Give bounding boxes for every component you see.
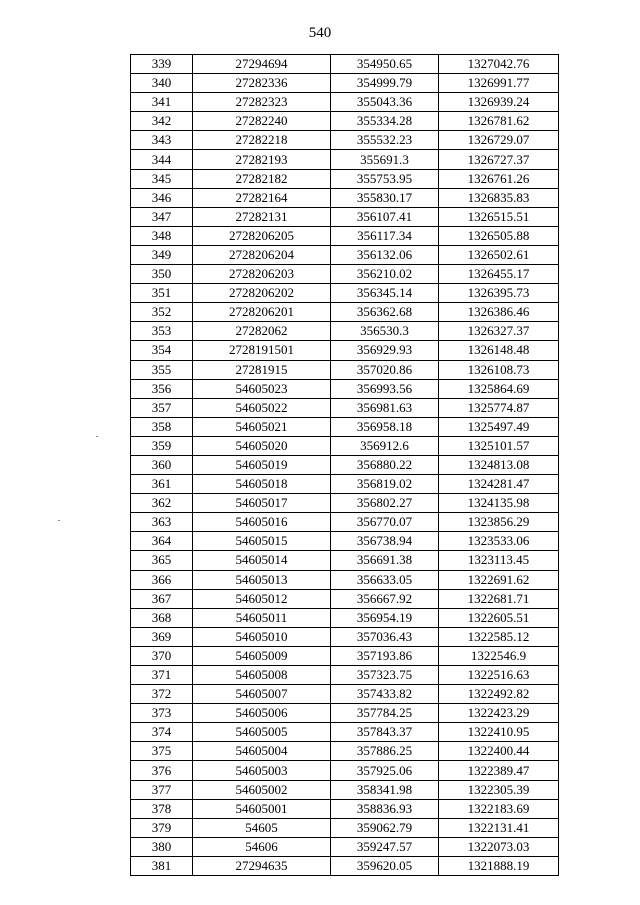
coordinate-y-cell: 1326515.51 <box>439 207 559 226</box>
table-row <box>131 265 559 284</box>
coordinate-y-cell: 1322389.47 <box>439 761 559 780</box>
point-id-cell: 54605021 <box>193 417 331 436</box>
point-number-cell: 343 <box>131 131 193 150</box>
coordinate-x-cell: 354950.65 <box>331 55 439 74</box>
point-number-cell: 373 <box>131 704 193 723</box>
coordinate-x-cell: 357925.06 <box>331 761 439 780</box>
point-id-cell: 54605006 <box>193 704 331 723</box>
table-row <box>131 475 559 494</box>
coordinate-y-cell: 1322400.44 <box>439 742 559 761</box>
coordinate-y-cell: 1326395.73 <box>439 284 559 303</box>
coordinate-y-cell: 1322410.95 <box>439 723 559 742</box>
table-row <box>131 704 559 723</box>
coordinate-x-cell: 359620.05 <box>331 856 439 875</box>
coordinate-y-cell: 1325101.57 <box>439 436 559 455</box>
table-row <box>131 150 559 169</box>
table-row <box>131 188 559 207</box>
coordinate-y-cell: 1323533.06 <box>439 532 559 551</box>
point-number-cell: 346 <box>131 188 193 207</box>
point-id-cell: 27282240 <box>193 112 331 131</box>
coordinate-y-cell: 1326939.24 <box>439 93 559 112</box>
point-number-cell: 378 <box>131 799 193 818</box>
table-row <box>131 532 559 551</box>
point-number-cell: 370 <box>131 646 193 665</box>
coordinate-y-cell: 1322305.39 <box>439 780 559 799</box>
point-id-cell: 27282131 <box>193 207 331 226</box>
table-row <box>131 379 559 398</box>
coordinate-y-cell: 1322516.63 <box>439 666 559 685</box>
point-id-cell: 2728191501 <box>193 341 331 360</box>
point-id-cell: 2728206203 <box>193 265 331 284</box>
point-number-cell: 347 <box>131 207 193 226</box>
coordinate-y-cell: 1324135.98 <box>439 494 559 513</box>
point-number-cell: 344 <box>131 150 193 169</box>
point-id-cell: 54605012 <box>193 589 331 608</box>
point-id-cell: 27282182 <box>193 169 331 188</box>
table-row <box>131 513 559 532</box>
coordinate-x-cell: 356738.94 <box>331 532 439 551</box>
coordinate-x-cell: 356912.6 <box>331 436 439 455</box>
coordinate-x-cell: 356362.68 <box>331 303 439 322</box>
point-number-cell: 359 <box>131 436 193 455</box>
point-id-cell: 54605022 <box>193 398 331 417</box>
point-number-cell: 380 <box>131 837 193 856</box>
coordinate-x-cell: 356107.41 <box>331 207 439 226</box>
coordinate-x-cell: 357323.75 <box>331 666 439 685</box>
point-number-cell: 371 <box>131 666 193 685</box>
point-id-cell: 54605020 <box>193 436 331 455</box>
point-number-cell: 369 <box>131 627 193 646</box>
coordinate-x-cell: 356802.27 <box>331 494 439 513</box>
point-number-cell: 361 <box>131 475 193 494</box>
point-number-cell: 340 <box>131 74 193 93</box>
coordinate-x-cell: 358341.98 <box>331 780 439 799</box>
table-row <box>131 207 559 226</box>
table-row <box>131 360 559 379</box>
point-number-cell: 372 <box>131 685 193 704</box>
table-row <box>131 799 559 818</box>
table-row <box>131 761 559 780</box>
table-row <box>131 627 559 646</box>
coordinate-x-cell: 358836.93 <box>331 799 439 818</box>
point-number-cell: 379 <box>131 818 193 837</box>
point-id-cell: 54605001 <box>193 799 331 818</box>
coordinate-x-cell: 356210.02 <box>331 265 439 284</box>
point-id-cell: 54605007 <box>193 685 331 704</box>
coordinate-x-cell: 355830.17 <box>331 188 439 207</box>
point-number-cell: 342 <box>131 112 193 131</box>
point-number-cell: 352 <box>131 303 193 322</box>
coordinate-y-cell: 1326729.07 <box>439 131 559 150</box>
point-id-cell: 54605017 <box>193 494 331 513</box>
point-number-cell: 364 <box>131 532 193 551</box>
table-row <box>131 322 559 341</box>
coordinate-y-cell: 1326727.37 <box>439 150 559 169</box>
point-id-cell: 54605019 <box>193 455 331 474</box>
point-id-cell: 54605004 <box>193 742 331 761</box>
point-id-cell: 2728206202 <box>193 284 331 303</box>
coordinate-x-cell: 356993.56 <box>331 379 439 398</box>
coordinate-y-cell: 1322073.03 <box>439 837 559 856</box>
coordinate-y-cell: 1326386.46 <box>439 303 559 322</box>
coordinate-x-cell: 356770.07 <box>331 513 439 532</box>
point-id-cell: 54606 <box>193 837 331 856</box>
point-number-cell: 375 <box>131 742 193 761</box>
coordinate-y-cell: 1326455.17 <box>439 265 559 284</box>
coordinate-y-cell: 1322546.9 <box>439 646 559 665</box>
point-number-cell: 354 <box>131 341 193 360</box>
point-number-cell: 377 <box>131 780 193 799</box>
point-number-cell: 353 <box>131 322 193 341</box>
table-row <box>131 666 559 685</box>
coordinate-y-cell: 1323113.45 <box>439 551 559 570</box>
coordinate-y-cell: 1323856.29 <box>439 513 559 532</box>
coordinate-y-cell: 1324281.47 <box>439 475 559 494</box>
coordinate-y-cell: 1322585.12 <box>439 627 559 646</box>
coordinate-y-cell: 1322492.82 <box>439 685 559 704</box>
coordinate-y-cell: 1322681.71 <box>439 589 559 608</box>
point-number-cell: 351 <box>131 284 193 303</box>
point-id-cell: 2728206205 <box>193 226 331 245</box>
table-row <box>131 570 559 589</box>
coordinate-y-cell: 1326108.73 <box>439 360 559 379</box>
coordinate-x-cell: 359247.57 <box>331 837 439 856</box>
point-id-cell: 27282218 <box>193 131 331 150</box>
point-number-cell: 357 <box>131 398 193 417</box>
point-id-cell: 54605016 <box>193 513 331 532</box>
table-row <box>131 742 559 761</box>
point-id-cell: 27294694 <box>193 55 331 74</box>
point-id-cell: 54605023 <box>193 379 331 398</box>
point-number-cell: 349 <box>131 245 193 264</box>
coordinate-x-cell: 356633.05 <box>331 570 439 589</box>
coordinate-x-cell: 357036.43 <box>331 627 439 646</box>
coordinate-x-cell: 357784.25 <box>331 704 439 723</box>
point-id-cell: 27282062 <box>193 322 331 341</box>
coordinate-y-cell: 1326991.77 <box>439 74 559 93</box>
coordinate-x-cell: 356981.63 <box>331 398 439 417</box>
table-row <box>131 551 559 570</box>
scan-speck <box>96 436 98 437</box>
table-row <box>131 646 559 665</box>
scan-speck <box>58 520 60 521</box>
point-number-cell: 363 <box>131 513 193 532</box>
coordinate-y-cell: 1326835.83 <box>439 188 559 207</box>
page-number: 540 <box>308 25 332 41</box>
coordinate-x-cell: 359062.79 <box>331 818 439 837</box>
coordinate-x-cell: 356819.02 <box>331 475 439 494</box>
point-id-cell: 54605008 <box>193 666 331 685</box>
coordinate-x-cell: 355532.23 <box>331 131 439 150</box>
point-id-cell: 54605013 <box>193 570 331 589</box>
point-id-cell: 27281915 <box>193 360 331 379</box>
coordinate-x-cell: 356880.22 <box>331 455 439 474</box>
point-id-cell: 27294635 <box>193 856 331 875</box>
coordinate-x-cell: 355043.36 <box>331 93 439 112</box>
point-number-cell: 376 <box>131 761 193 780</box>
point-number-cell: 366 <box>131 570 193 589</box>
coordinate-y-cell: 1326327.37 <box>439 322 559 341</box>
point-id-cell: 54605003 <box>193 761 331 780</box>
coordinate-x-cell: 357843.37 <box>331 723 439 742</box>
coordinate-y-cell: 1326505.88 <box>439 226 559 245</box>
table-row <box>131 131 559 150</box>
table-row <box>131 55 559 74</box>
coordinate-x-cell: 357020.86 <box>331 360 439 379</box>
coordinate-x-cell: 357886.25 <box>331 742 439 761</box>
point-id-cell: 54605015 <box>193 532 331 551</box>
table-row <box>131 455 559 474</box>
point-number-cell: 356 <box>131 379 193 398</box>
coordinate-x-cell: 354999.79 <box>331 74 439 93</box>
table-row <box>131 780 559 799</box>
coordinate-x-cell: 355691.3 <box>331 150 439 169</box>
point-number-cell: 350 <box>131 265 193 284</box>
coordinate-x-cell: 356530.3 <box>331 322 439 341</box>
table-row <box>131 856 559 875</box>
coordinate-x-cell: 356691.38 <box>331 551 439 570</box>
coordinate-y-cell: 1322131.41 <box>439 818 559 837</box>
point-number-cell: 341 <box>131 93 193 112</box>
coordinate-y-cell: 1325774.87 <box>439 398 559 417</box>
table-row <box>131 494 559 513</box>
table-row <box>131 341 559 360</box>
point-id-cell: 54605 <box>193 818 331 837</box>
coordinate-y-cell: 1322691.62 <box>439 570 559 589</box>
point-number-cell: 358 <box>131 417 193 436</box>
coordinate-y-cell: 1326148.48 <box>439 341 559 360</box>
coordinate-y-cell: 1326502.61 <box>439 245 559 264</box>
point-id-cell: 54605010 <box>193 627 331 646</box>
coordinate-x-cell: 356132.06 <box>331 245 439 264</box>
coordinate-x-cell: 356958.18 <box>331 417 439 436</box>
coordinate-y-cell: 1322605.51 <box>439 608 559 627</box>
point-id-cell: 27282336 <box>193 74 331 93</box>
point-id-cell: 54605014 <box>193 551 331 570</box>
table-row <box>131 723 559 742</box>
point-number-cell: 355 <box>131 360 193 379</box>
table-row <box>131 818 559 837</box>
table-row <box>131 589 559 608</box>
table-row <box>131 685 559 704</box>
coordinate-x-cell: 355753.95 <box>331 169 439 188</box>
point-id-cell: 54605011 <box>193 608 331 627</box>
table-row <box>131 93 559 112</box>
table-row <box>131 303 559 322</box>
point-id-cell: 54605018 <box>193 475 331 494</box>
coordinate-x-cell: 357193.86 <box>331 646 439 665</box>
point-id-cell: 2728206204 <box>193 245 331 264</box>
coordinate-x-cell: 356929.93 <box>331 341 439 360</box>
table-row <box>131 436 559 455</box>
coordinate-x-cell: 356954.19 <box>331 608 439 627</box>
point-id-cell: 54605002 <box>193 780 331 799</box>
coordinate-y-cell: 1325864.69 <box>439 379 559 398</box>
coordinates-table <box>130 54 559 876</box>
table-row <box>131 284 559 303</box>
table-row <box>131 74 559 93</box>
coordinate-y-cell: 1321888.19 <box>439 856 559 875</box>
point-id-cell: 2728206201 <box>193 303 331 322</box>
coordinate-x-cell: 355334.28 <box>331 112 439 131</box>
coordinate-y-cell: 1322183.69 <box>439 799 559 818</box>
point-number-cell: 362 <box>131 494 193 513</box>
point-number-cell: 348 <box>131 226 193 245</box>
table-row <box>131 226 559 245</box>
point-number-cell: 339 <box>131 55 193 74</box>
table-row <box>131 608 559 627</box>
point-number-cell: 381 <box>131 856 193 875</box>
point-number-cell: 345 <box>131 169 193 188</box>
coordinate-y-cell: 1324813.08 <box>439 455 559 474</box>
coordinate-x-cell: 356117.34 <box>331 226 439 245</box>
point-id-cell: 54605005 <box>193 723 331 742</box>
point-number-cell: 367 <box>131 589 193 608</box>
table-row <box>131 245 559 264</box>
point-id-cell: 54605009 <box>193 646 331 665</box>
point-id-cell: 27282323 <box>193 93 331 112</box>
table-row <box>131 398 559 417</box>
point-number-cell: 360 <box>131 455 193 474</box>
coordinate-y-cell: 1326761.26 <box>439 169 559 188</box>
coordinate-y-cell: 1322423.29 <box>439 704 559 723</box>
point-id-cell: 27282164 <box>193 188 331 207</box>
coordinate-y-cell: 1326781.62 <box>439 112 559 131</box>
coordinate-y-cell: 1325497.49 <box>439 417 559 436</box>
point-number-cell: 365 <box>131 551 193 570</box>
point-number-cell: 374 <box>131 723 193 742</box>
table-row <box>131 417 559 436</box>
coordinate-x-cell: 356345.14 <box>331 284 439 303</box>
coordinate-y-cell: 1327042.76 <box>439 55 559 74</box>
coordinate-x-cell: 356667.92 <box>331 589 439 608</box>
point-id-cell: 27282193 <box>193 150 331 169</box>
table-row <box>131 112 559 131</box>
coordinate-x-cell: 357433.82 <box>331 685 439 704</box>
coordinates-table-body <box>131 55 559 876</box>
point-number-cell: 368 <box>131 608 193 627</box>
table-row <box>131 837 559 856</box>
table-row <box>131 169 559 188</box>
